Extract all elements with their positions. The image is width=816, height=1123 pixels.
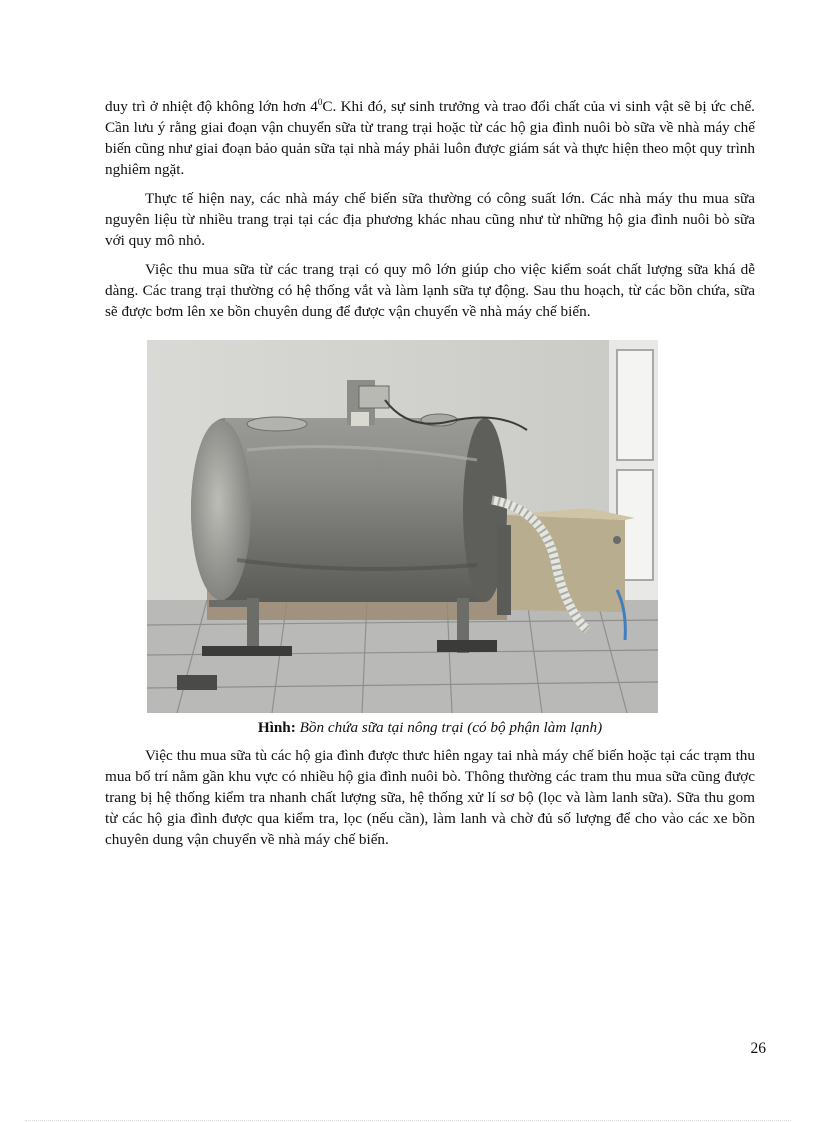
paragraph-1-part-b: C. Khi đó, sự sinh trưởng và trao đổi chất của vi sinh vật sẽ bị ức chế. Cần lưu ý rằng giai đoạn vận chuyển sữa từ trang trại hoặc từ các hộ gia đình nuôi bò sữa về nhà máy chế biến cũng như giai đoạn bảo quản sữa tại nhà máy phải luôn được giám sát và thực hiện theo một quy trình nghiêm ngặt. — [105, 98, 755, 178]
paragraph-4: Việc thu mua sữa tù các hộ gia đình được thưc hiên ngay tai nhà máy chế biến hoặc tại các trạm thu mua bố trí nằm gần khu vực có nhiều hộ gia đình nuôi bò. Thông thường các tram thu mua sữa cũng được trang bị hệ thống kiểm tra nhanh chất lượng sữa, hệ thống xử lí sơ bộ (lọc và làm lanh sữa). Sữa thu gom từ các hộ gia đình được qua kiểm tra, lọc (nếu cần), làm lanh và chờ đủ số lượng để cho vào các xe bồn chuyên dung vận chuyển về nhà máy chế biến. — [105, 747, 755, 848]
footer-divider — [25, 1120, 791, 1121]
body-text-bottom — [105, 745, 755, 858]
paragraph-2: Thực tế hiện nay, các nhà máy chế biến sữa thường có công suất lớn. Các nhà máy thu mua sữa nguyên liệu từ nhiều trang trại tại các địa phương khác nhau cũng như từ những hộ gia đình nuôi bò sữa với quy mô nhỏ. — [105, 190, 755, 249]
paragraph-1 — [105, 96, 755, 180]
degree-superscript: 0 — [317, 96, 323, 107]
caption-text: Bồn chứa sữa tại nông trại (có bộ phận làm lạnh) — [299, 719, 603, 736]
caption-label: Hình: — [257, 719, 296, 736]
figure-caption — [105, 717, 755, 738]
milk-tank-photo — [147, 340, 658, 713]
paragraph-1-part-a: duy trì ở nhiệt độ không lớn hơn 4 — [105, 98, 318, 115]
body-text-top — [105, 96, 755, 330]
milk-tank-illustration — [147, 340, 658, 713]
paragraph-3: Việc thu mua sữa từ các trang trại có quy mô lớn giúp cho việc kiểm soát chất lượng sữa khá dễ dàng. Các trang trại thường có hệ thống vắt và làm lạnh sữa tự động. Sau thu hoạch, từ các bồn chứa, sữa sẽ được bơm lên xe bồn chuyên dung để được vận chuyển về nhà máy chế biến. — [105, 261, 755, 320]
page-number: 26 — [750, 1040, 766, 1057]
